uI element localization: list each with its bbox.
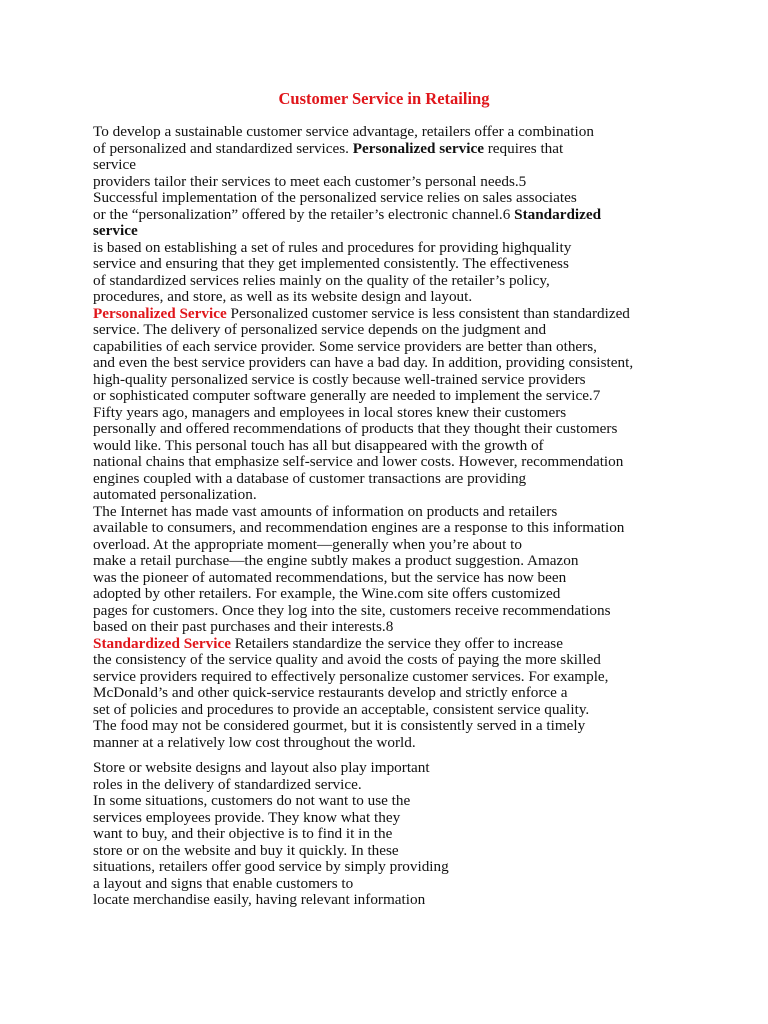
text-run: or the “personalization” offered by the retailer’s electronic channel.6 <box>93 205 515 223</box>
text-line <box>93 504 673 521</box>
text-run: is based on establishing a set of rules and procedures for providing highquality <box>93 238 572 256</box>
text-run: make a retail purchase—the engine subtly makes a product suggestion. Amazon <box>93 552 579 569</box>
text-run: McDonald’s and other quick-service restaurants develop and strictly enforce a <box>93 684 568 701</box>
text-run: situations, retailers offer good service by simply providing <box>93 858 449 875</box>
text-line <box>93 892 673 909</box>
text-run: roles in the delivery of standardized service. <box>93 775 362 793</box>
text-run: high-quality personalized service is costly because well-trained service providers <box>93 370 586 388</box>
text-line <box>93 735 673 752</box>
text-run: manner at a relatively low cost throughout the world. <box>93 733 416 751</box>
bold-term: service <box>93 222 138 239</box>
text-run: service <box>93 156 137 173</box>
text-line <box>93 124 673 141</box>
text-line <box>93 826 673 843</box>
text-line <box>93 306 673 323</box>
text-run: want to buy, and their objective is to find it in the <box>93 825 393 842</box>
text-line <box>93 685 673 702</box>
text-run: pages for customers. Once they log into the site, customers receive recommendations <box>93 601 611 619</box>
text-line <box>93 405 673 422</box>
text-line <box>93 619 673 636</box>
text-line <box>93 810 673 827</box>
text-run: based on their past purchases and their interests.8 <box>93 618 394 635</box>
text-line <box>93 273 673 290</box>
text-line <box>93 876 673 893</box>
text-run: service. The delivery of personalized service depends on the judgment and <box>93 321 547 338</box>
text-line <box>93 471 673 488</box>
text-line <box>93 586 673 603</box>
text-block-main <box>93 124 673 751</box>
text-line <box>93 240 673 257</box>
text-line <box>93 669 673 686</box>
text-run: requires that <box>483 139 564 157</box>
text-run: would like. This personal touch has all but disappeared with the growth of <box>93 436 544 454</box>
text-run: locate merchandise easily, having relevant information <box>93 891 426 908</box>
text-run: store or on the website and buy it quickly. In these <box>93 841 399 859</box>
text-line <box>93 289 673 306</box>
text-run: or sophisticated computer software generally are needed to implement the service.7 <box>93 387 601 404</box>
text-line <box>93 859 673 876</box>
text-run: of standardized services relies mainly on the quality of the retailer’s policy, <box>93 271 550 289</box>
text-run: capabilities of each service provider. Some service providers are better than others, <box>93 337 597 355</box>
text-run: personally and offered recommendations of products that they thought their customers <box>93 420 618 437</box>
text-run: a layout and signs that enable customers to <box>93 874 354 892</box>
text-line <box>93 487 673 504</box>
text-block-layout <box>93 760 673 909</box>
text-run: was the pioneer of automated recommendations, but the service has now been <box>93 568 567 586</box>
text-line <box>93 339 673 356</box>
text-run: national chains that emphasize self-service and lower costs. However, recommendation <box>93 453 624 470</box>
text-run: set of policies and procedures to provide an acceptable, consistent service quality. <box>93 700 590 718</box>
text-run: The food may not be considered gourmet, but it is consistently served in a timely <box>93 717 586 734</box>
text-run: of personalized and standardized services. <box>93 139 353 157</box>
text-run: Fifty years ago, managers and employees in local stores knew their customers <box>93 403 567 421</box>
text-run: In some situations, customers do not want to use the <box>93 792 411 809</box>
text-line <box>93 520 673 537</box>
text-line <box>93 702 673 719</box>
text-run: To develop a sustainable customer service advantage, retailers offer a combination <box>93 123 594 140</box>
text-run: automated personalization. <box>93 486 257 503</box>
section-heading-inline: Standardized Service <box>93 634 231 652</box>
text-run: Personalized customer service is less consistent than standardized <box>226 304 630 322</box>
text-line <box>93 553 673 570</box>
text-line <box>93 718 673 735</box>
text-line <box>93 372 673 389</box>
text-run: service providers required to effectively personalize customer services. For example, <box>93 667 609 685</box>
text-line <box>93 843 673 860</box>
text-line <box>93 777 673 794</box>
text-run: and even the best service providers can have a bad day. In addition, providing consistent, <box>93 354 634 371</box>
text-line <box>93 603 673 620</box>
text-line <box>93 157 673 174</box>
bold-term: Standardized <box>514 205 602 223</box>
text-line <box>93 190 673 207</box>
text-run: service and ensuring that they get implemented consistently. The effectiveness <box>93 255 569 272</box>
text-run: overload. At the appropriate moment—generally when you’re about to <box>93 535 522 553</box>
document-body <box>93 124 673 909</box>
text-run: Retailers standardize the service they offer to increase <box>230 634 563 652</box>
text-line <box>93 636 673 653</box>
text-run: The Internet has made vast amounts of information on products and retailers <box>93 502 558 520</box>
section-heading-inline: Personalized Service <box>93 304 227 322</box>
text-line <box>93 355 673 372</box>
text-line <box>93 207 673 224</box>
text-line <box>93 421 673 438</box>
text-run: Store or website designs and layout also play important <box>93 759 430 776</box>
text-line <box>93 570 673 587</box>
text-run: adopted by other retailers. For example, the Wine.com site offers customized <box>93 585 561 602</box>
text-line <box>93 223 673 240</box>
text-run: procedures, and store, as well as its website design and layout. <box>93 288 473 305</box>
text-run: the consistency of the service quality and avoid the costs of paying the more skilled <box>93 651 601 668</box>
text-run: Successful implementation of the personalized service relies on sales associates <box>93 189 577 206</box>
text-line <box>93 652 673 669</box>
text-line <box>93 537 673 554</box>
text-run: engines coupled with a database of customer transactions are providing <box>93 469 527 487</box>
text-run: providers tailor their services to meet each customer’s personal needs.5 <box>93 172 527 190</box>
bold-term: Personalized service <box>352 139 484 157</box>
text-line <box>93 256 673 273</box>
text-line <box>93 438 673 455</box>
text-line <box>93 174 673 191</box>
text-line <box>93 141 673 158</box>
document-title: Customer Service in Retailing <box>278 89 490 108</box>
text-line <box>93 388 673 405</box>
text-run: services employees provide. They know what they <box>93 808 401 826</box>
text-line <box>93 454 673 471</box>
text-line <box>93 760 673 777</box>
text-line <box>93 793 673 810</box>
text-run: available to consumers, and recommendation engines are a response to this information <box>93 519 625 536</box>
text-line <box>93 322 673 339</box>
